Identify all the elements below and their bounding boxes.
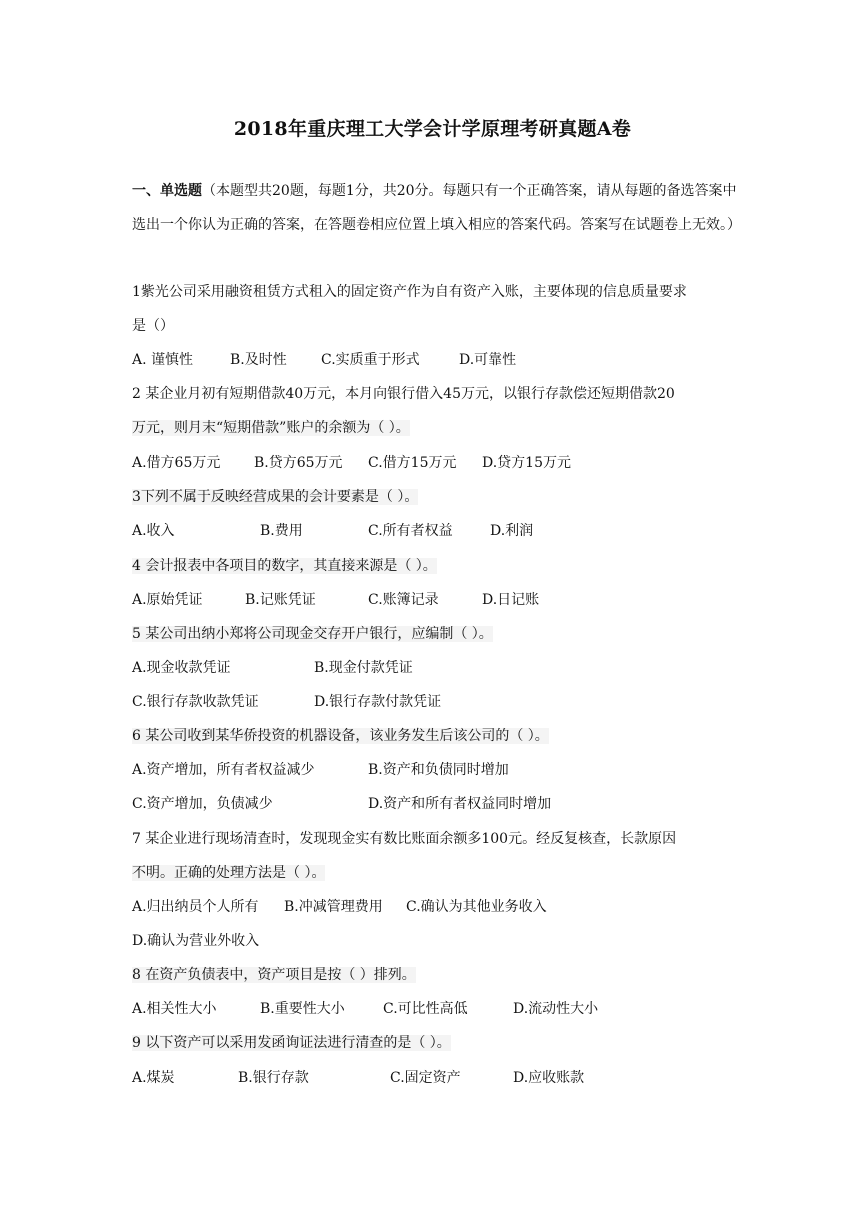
option-c: C.银行存款收款凭证 <box>132 694 259 710</box>
option-b: B.重要性大小 <box>260 1001 345 1017</box>
question-7-line-1: 7 某企业进行现场清查时，发现现金实有数比账面余额多100元。经反复核查，长款原因 <box>132 831 677 847</box>
option-a: A.原始凭证 <box>132 592 203 608</box>
option-a: A. 谨慎性 <box>132 352 194 368</box>
option-b: B.资产和负债同时增加 <box>368 762 509 778</box>
option-d: D.可靠性 <box>459 352 517 368</box>
question-5-line-1 <box>132 624 493 644</box>
option-a: A.借方65万元 <box>132 455 221 471</box>
option-d: D.日记账 <box>482 592 540 608</box>
question-1-line-2: 是（） <box>132 318 174 334</box>
section-heading: 一、单选题 <box>132 183 202 199</box>
option-d: D.流动性大小 <box>513 1001 599 1017</box>
option-c: C.资产增加，负债减少 <box>132 796 273 812</box>
option-b: B.费用 <box>260 523 303 539</box>
question-2-line-2-text: 万元，则月末“短期借款”账户的余额为（ ）。 <box>132 420 410 436</box>
option-b: B.银行存款 <box>238 1070 309 1086</box>
option-b: B.及时性 <box>230 352 287 368</box>
option-c: C.借方15万元 <box>368 455 457 471</box>
question-7-line-2 <box>132 863 325 883</box>
option-c: C.实质重于形式 <box>321 352 420 368</box>
option-a: A.收入 <box>132 523 175 539</box>
question-9-line-1 <box>132 1033 451 1053</box>
option-d: D.贷方15万元 <box>482 455 571 471</box>
option-c: C.确认为其他业务收入 <box>406 899 547 915</box>
question-8-line-1 <box>132 965 416 985</box>
question-2-line-1: 2 某企业月初有短期借款40万元，本月向银行借入45万元，以银行存款偿还短期借款20 <box>132 386 675 402</box>
question-5-line-1-text: 5 某公司出纳小郑将公司现金交存开户银行，应编制（ ）。 <box>132 626 493 642</box>
option-c: C.账簿记录 <box>368 592 439 608</box>
question-1-line-1: 1紫光公司采用融资租赁方式租入的固定资产作为自有资产入账，主要体现的信息质量要求 <box>132 284 687 300</box>
option-a: A.归出纳员个人所有 <box>132 899 259 915</box>
page-title: 2018年重庆理工大学会计学原理考研真题A卷 <box>233 118 632 140</box>
question-9-line-1-text: 9 以下资产可以采用发函询证法进行清查的是（ ）。 <box>132 1035 451 1051</box>
option-c: C.固定资产 <box>390 1070 461 1086</box>
option-b: B.记账凭证 <box>245 592 316 608</box>
question-8-line-1-text: 8 在资产负债表中，资产项目是按（ ）排列。 <box>132 967 416 983</box>
option-d: D.确认为营业外收入 <box>132 933 260 949</box>
option-d: D.银行存款付款凭证 <box>314 694 442 710</box>
option-b: B.现金付款凭证 <box>314 660 413 676</box>
section-instructions <box>132 174 741 242</box>
question-4-line-1-text: 4 会计报表中各项目的数字，其直接来源是（ ）。 <box>132 558 437 574</box>
option-b: B.冲减管理费用 <box>284 899 383 915</box>
option-d: D.应收账款 <box>513 1070 585 1086</box>
option-c: C.所有者权益 <box>368 523 453 539</box>
section-instructions-text: （本题型共20题，每题1分，共20分。每题只有一个正确答案，请从每题的备选答案中选出一个你认为正确的答案，在答题卷相应位置上填入相应的答案代码。答案写在试题卷上无效。） <box>132 183 741 233</box>
option-a: A.资产增加，所有者权益减少 <box>132 762 315 778</box>
option-d: D.资产和所有者权益同时增加 <box>368 796 552 812</box>
question-6-line-1-text: 6 某公司收到某华侨投资的机器设备，该业务发生后该公司的（ ）。 <box>132 728 549 744</box>
question-4-line-1 <box>132 556 437 576</box>
option-a: A.现金收款凭证 <box>132 660 231 676</box>
option-b: B.贷方65万元 <box>254 455 343 471</box>
question-3-line-1 <box>132 487 418 507</box>
option-d: D.利润 <box>490 523 534 539</box>
question-6-line-1 <box>132 726 549 746</box>
question-7-line-2-text: 不明。正确的处理方法是（ ）。 <box>132 865 326 881</box>
question-3-line-1-text: 3下列不属于反映经营成果的会计要素是（ ）。 <box>132 489 419 505</box>
question-2-line-2 <box>132 418 410 438</box>
option-c: C.可比性高低 <box>383 1001 468 1017</box>
option-a: A.煤炭 <box>132 1070 175 1086</box>
option-a: A.相关性大小 <box>132 1001 217 1017</box>
